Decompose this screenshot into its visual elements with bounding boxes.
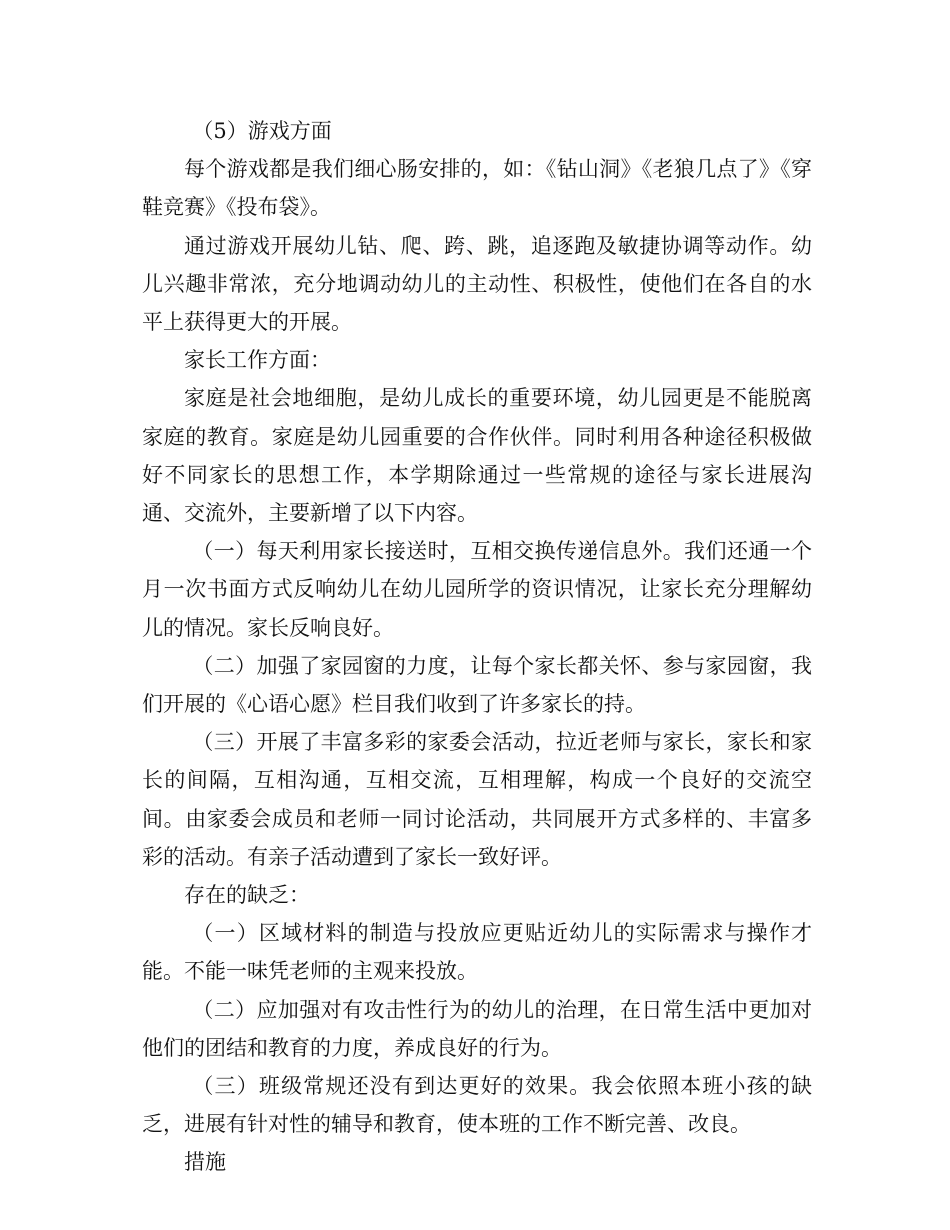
paragraph-games-intro: 每个游戏都是我们细心肠安排的，如：《钻山洞》《老狼几点了》《穿鞋竞赛》《投布袋》。 (142, 157, 812, 220)
section-heading-shortcomings: 存在的缺乏： (184, 883, 310, 908)
paragraph-shortcoming-2: （二）应加强对有攻击性行为的幼儿的治理，在日常生活中更加对他们的团结和教育的力度，养成良好的行为。 (142, 997, 812, 1060)
paragraph-parents-item-3: （三）开展了丰富多彩的家委会活动，拉近老师与家长，家长和家长的间隔，互相沟通，互相交流，互相理解，构成一个良好的交流空间。由家委会成员和老师一同讨论活动，共同展开方式多样的、丰富多彩的活动。有亲子活动遭到了家长一致好评。 (142, 730, 812, 869)
paragraph-parents-item-1: （一）每天利用家长接送时，互相交换传递信息外。我们还通一个月一次书面方式反响幼儿在幼儿园所学的资识情况，让家长充分理解幼儿的情况。家长反响良好。 (142, 539, 812, 640)
section-heading-games: （5）游戏方面 (192, 119, 332, 143)
paragraph-parents-item-2: （二）加强了家园窗的力度，让每个家长都关怀、参与家园窗，我们开展的《心语心愿》栏目我们收到了许多家长的持。 (142, 653, 812, 717)
document-body (142, 112, 812, 1182)
paragraph-games-effect: 通过游戏开展幼儿钻、爬、跨、跳，追逐跑及敏捷协调等动作。幼儿兴趣非常浓，充分地调动幼儿的主动性、积极性，使他们在各自的水平上获得更大的开展。 (142, 233, 812, 335)
paragraph-family-role: 家庭是社会地细胞，是幼儿成长的重要环境，幼儿园更是不能脱离家庭的教育。家庭是幼儿园重要的合作伙伴。同时利用各种途径积极做好不同家长的思想工作，本学期除通过一些常规的途径与家长进展沟通、交流外，主要新增了以下内容。 (142, 386, 812, 526)
section-heading-measures: 措施 (184, 1150, 226, 1175)
paragraph-shortcoming-1: （一）区域材料的制造与投放应更贴近幼儿的实际需求与操作才能。不能一味凭老师的主观来投放。 (142, 921, 812, 984)
paragraph-shortcoming-3: （三）班级常规还没有到达更好的效果。我会依照本班小孩的缺乏，进展有针对性的辅导和教育，使本班的工作不断完善、改良。 (142, 1074, 812, 1137)
section-heading-parents: 家长工作方面： (184, 348, 331, 373)
